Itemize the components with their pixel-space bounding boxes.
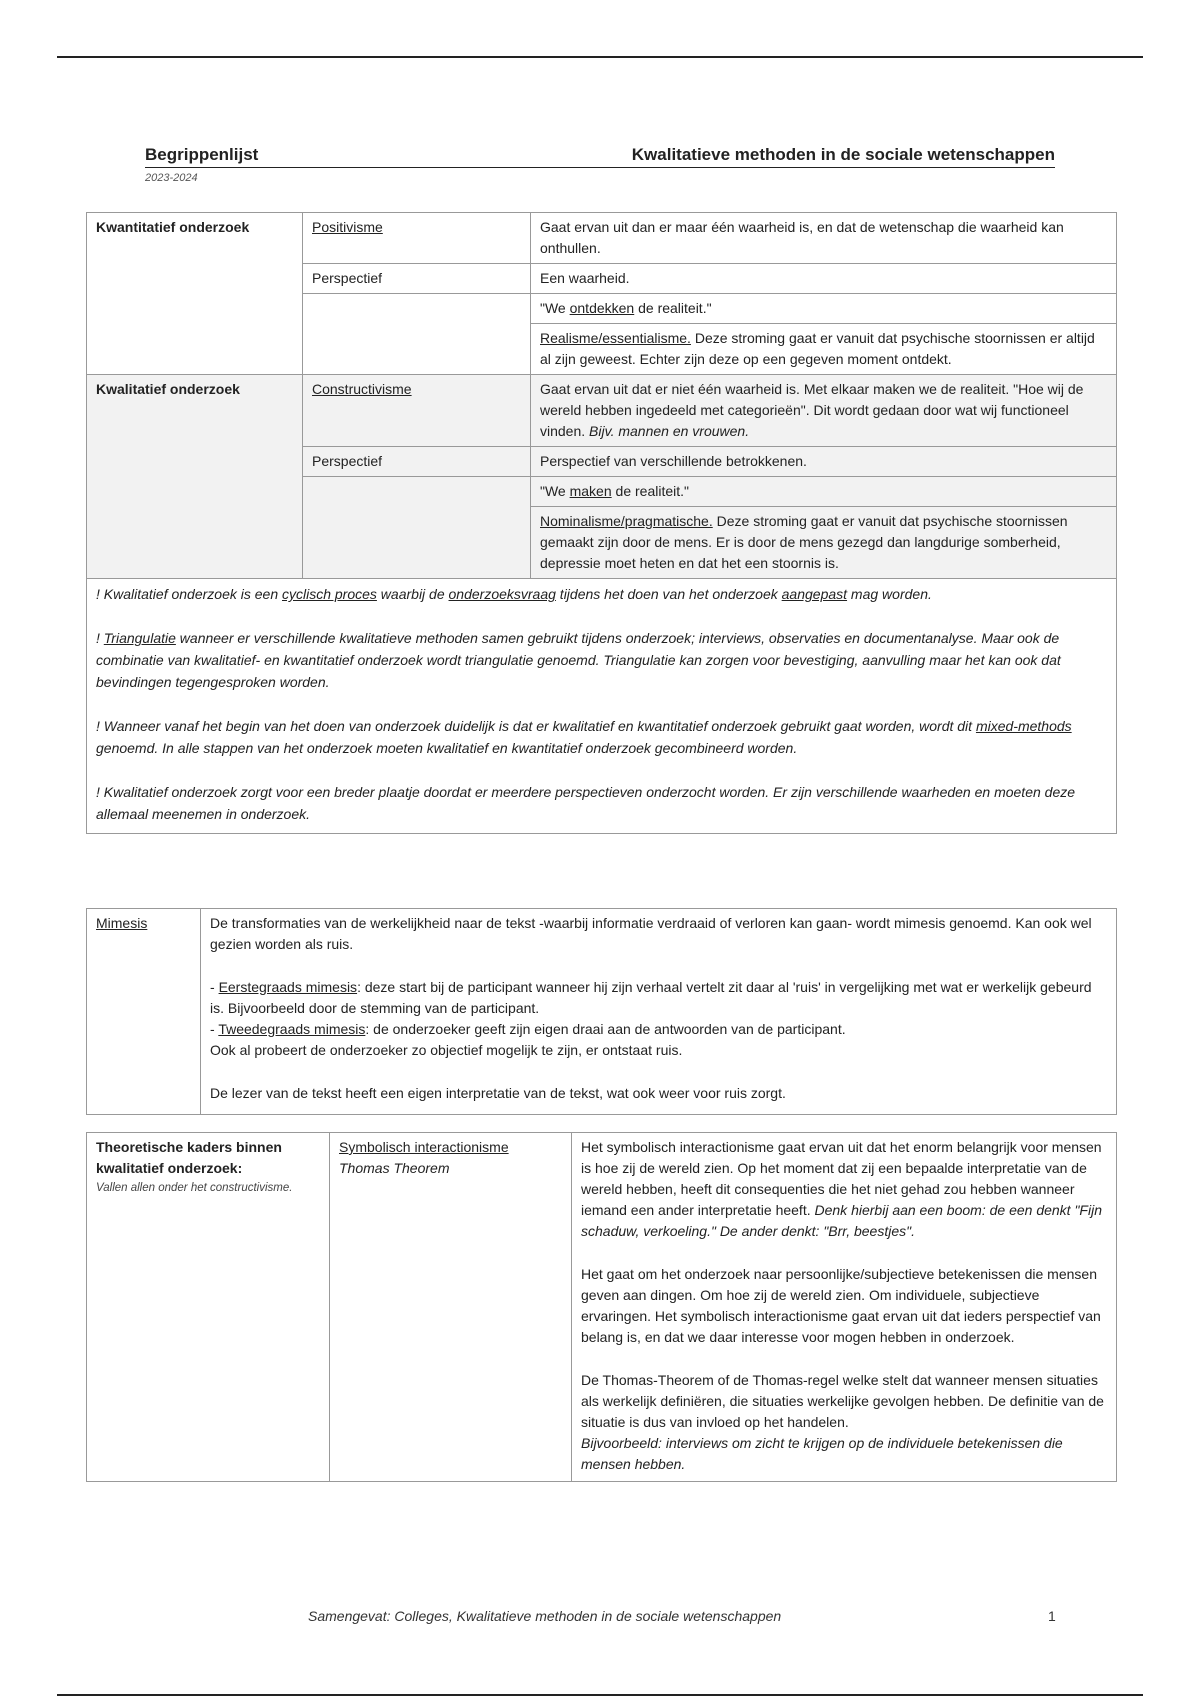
framework-desc-cell <box>572 1133 1117 1482</box>
course-title: Kwalitatieve methoden in de sociale wetenschappen <box>631 145 1055 164</box>
perspectief-term: Perspectief <box>303 447 531 477</box>
positivisme-desc: Gaat ervan uit dan er maar één waarheid is, en dat de wetenschap die waarheid kan onthullen. <box>531 213 1117 264</box>
page-number: 1 <box>1048 1608 1056 1624</box>
note-mixed-methods: ! Wanneer vanaf het begin van het doen van onderzoek duidelijk is dat er kwalitatief en kwantitatief onderzoek gebruikt gaat worden, wordt dit mixed-methods genoemd. In alle stappen van het onderzoek moeten kwalitatief en kwantitatief onderzoek gecombineerd worden. <box>96 718 1072 756</box>
frameworks-subtitle: Vallen allen onder het constructivisme. <box>96 1182 293 1194</box>
qualitative-label: Kwalitatief onderzoek <box>87 375 303 579</box>
perspectief-term: Perspectief <box>303 264 531 294</box>
frameworks-label-cell <box>87 1133 330 1482</box>
note-triangulation: ! Triangulatie wanneer er verschillende kwalitatieve methoden samen gebruikt tijdens onderzoek; interviews, observaties en documentanalyse. Maar ook de combinatie van kwalitatief- en kwantitatief onderzoek wordt triangulatie genoemd. Triangulatie kan zorgen voor bevestiging, aanvulling maar het kan ook dat bevindingen tegengesproken worden. <box>96 630 1061 690</box>
constructivisme-desc: Gaat ervan uit dat er niet één waarheid is. Met elkaar maken we de realiteit. "Hoe wij de wereld hebben ingedeeld met categorieën". Dit wordt gedaan door wat wij functioneel vinden. Bijv. mannen en vrouwen. <box>531 375 1117 447</box>
table-row <box>87 1133 1117 1482</box>
mimesis-term: Mimesis <box>87 909 201 1115</box>
document-title: Begrippenlijst <box>145 145 259 164</box>
mimesis-first-degree: - Eerstegraads mimesis: deze start bij de participant wanneer hij zijn verhaal vertelt zit daar al 'ruis' in vergelijking met wat er werkelijk gebeurd is. Bijvoorbeeld door de stemming van de participant. <box>210 979 1092 1016</box>
mimesis-table <box>86 908 1117 1115</box>
framework-p3-example: Bijvoorbeeld: interviews om zicht te krijgen op de individuele betekenissen die mensen hebben. <box>581 1435 1063 1472</box>
mimesis-intro: De transformaties van de werkelijkheid naar de tekst -waarbij informatie verdraaid of verloren kan gaan- wordt mimesis genoemd. Kan ook wel gezien worden als ruis. <box>210 915 1092 952</box>
table-row <box>87 375 1117 447</box>
perspectief-desc: Een waarheid. <box>531 264 1117 294</box>
empty-cell <box>303 477 531 579</box>
positivisme-term: Positivisme <box>303 213 531 264</box>
academic-year: 2023-2024 <box>145 172 198 184</box>
framework-term-cell <box>330 1133 572 1482</box>
framework-p3: De Thomas-Theorem of de Thomas-regel welke stelt dat wanneer mensen situaties als werkelijk definiëren, die situaties werkelijke gevolgen hebben. De definitie van de situatie is dus van invloed op het handelen. <box>581 1372 1104 1430</box>
framework-subterm: Thomas Theorem <box>339 1160 450 1176</box>
framework-p2: Het gaat om het onderzoek naar persoonlijke/subjectieve betekenissen die mensen geven aan dingen. Om hoe zij de wereld zien. Om individuele, subjectieve ervaringen. Het symbolisch interactionisme gaat ervan uit dat ieders perspectief van belang is, en dat we daar interesse voor mogen hebben in onderzoek. <box>581 1266 1101 1345</box>
table-row <box>87 909 1117 1115</box>
mimesis-desc <box>201 909 1117 1115</box>
quote-cell: "We maken de realiteit." <box>531 477 1117 507</box>
top-rule <box>57 56 1143 58</box>
note-broader-picture: ! Kwalitatief onderzoek zorgt voor een breder plaatje doordat er meerdere perspectieven onderzocht worden. Er zijn verschillende waarheden en moeten deze allemaal meenemen in onderzoek. <box>96 784 1076 822</box>
framework-p1: Het symbolisch interactionisme gaat ervan uit dat het enorm belangrijk voor mensen is hoe zij de wereld zien. Op het moment dat zij een bepaalde interpretatie van de wereld hebben, heeft dit consequenties die het niet gehad zou hebben wanneer iemand een ander interpretatie heeft. Denk hierbij aan een boom: de een denkt "Fijn schaduw, verkoeling." De ander denkt: "Brr, beestjes". <box>581 1139 1102 1239</box>
research-types-table <box>86 212 1117 834</box>
table-row <box>87 579 1117 834</box>
bottom-rule <box>57 1694 1143 1696</box>
quantitative-label: Kwantitatief onderzoek <box>87 213 303 375</box>
notes-cell <box>87 579 1117 834</box>
table-row <box>87 213 1117 264</box>
theoretical-frameworks-table <box>86 1132 1117 1482</box>
mimesis-objective: Ook al probeert de onderzoeker zo objectief mogelijk te zijn, er ontstaat ruis. <box>210 1042 683 1058</box>
footer-text: Samengevat: Colleges, Kwalitatieve methoden in de sociale wetenschappen <box>308 1608 782 1624</box>
frameworks-title: Theoretische kaders binnen kwalitatief onderzoek: <box>96 1139 282 1176</box>
perspectief-desc: Perspectief van verschillende betrokkenen. <box>531 447 1117 477</box>
nominalisme-cell: Nominalisme/pragmatische. Deze stroming gaat er vanuit dat psychische stoornissen gemaakt zijn door de mens. Er is door de mens gezegd dan langdurige somberheid, depressie moet heten en dat het een stoornis is. <box>531 507 1117 579</box>
mimesis-second-degree: - Tweedegraads mimesis: de onderzoeker geeft zijn eigen draai aan de antwoorden van de participant. <box>210 1021 846 1037</box>
realisme-cell: Realisme/essentialisme. Deze stroming gaat er vanuit dat psychische stoornissen er altijd al zijn geweest. Echter zijn deze op een gegeven moment ontdekt. <box>531 324 1117 375</box>
header-line <box>145 145 1055 168</box>
framework-term: Symbolisch interactionisme <box>339 1139 509 1155</box>
mimesis-reader: De lezer van de tekst heeft een eigen interpretatie van de tekst, wat ook weer voor ruis zorgt. <box>210 1085 786 1101</box>
empty-cell <box>303 294 531 375</box>
note-cyclical: ! Kwalitatief onderzoek is een cyclisch proces waarbij de onderzoeksvraag tijdens het doen van het onderzoek aangepast mag worden. <box>96 586 932 602</box>
page-header <box>145 145 1055 184</box>
constructivisme-term: Constructivisme <box>303 375 531 447</box>
quote-cell: "We ontdekken de realiteit." <box>531 294 1117 324</box>
